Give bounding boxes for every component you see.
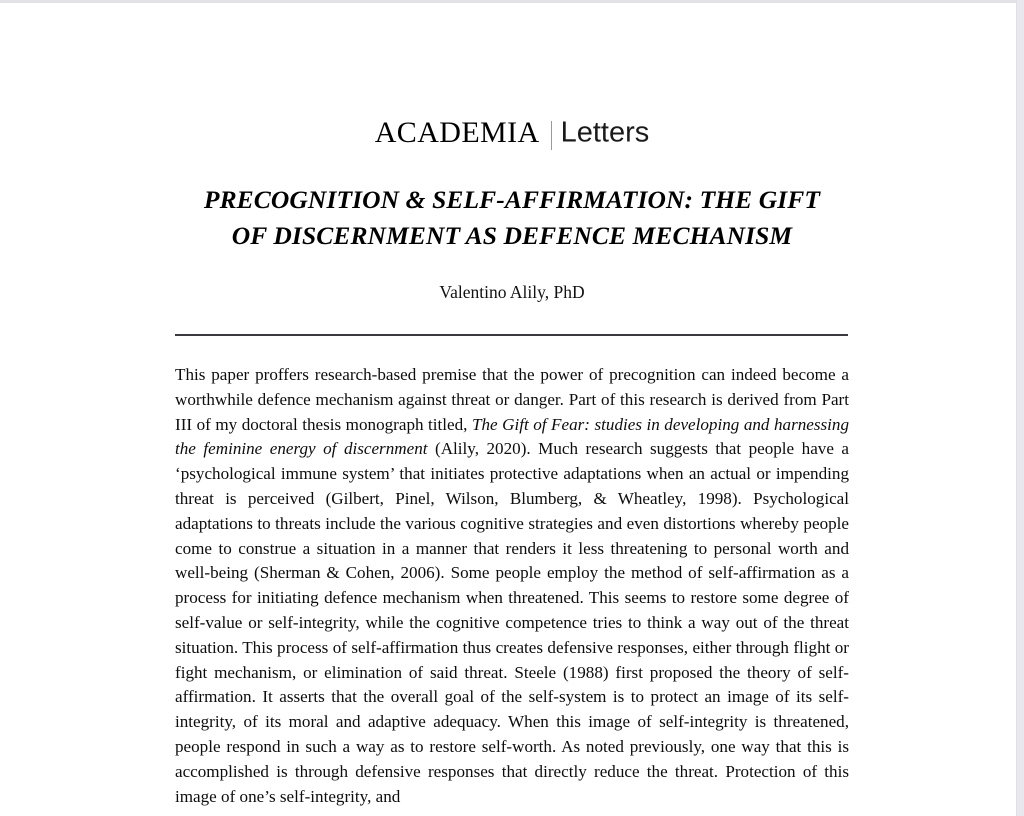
- paper-author: Valentino Alily, PhD: [439, 282, 585, 303]
- masthead-divider: [551, 121, 552, 150]
- viewport-top-edge: [0, 0, 1016, 3]
- body-segment-3: (Alily, 2020). Much research suggests that people have a ‘psychological immune system’ that initiates protective adaptations when an actual or impending threat is perceived (Gilbert, Pinel, Wilson, Blumberg, & Wheatley, 1998). Psychological adaptations to threats include the various cognitive strategies and even distortions whereby people come to construe a situation in a manner that renders it less threatening to personal worth and well-being (Sherman & Cohen, 2006). Some people employ the method of self-affirmation as a process for initiating defence mechanism when threatened. This seems to restore some degree of self-value or self-integrity, while the cognitive competence tries to think a way out of the threat situation. This process of self-affirmation thus creates defensive responses, either through flight or fight mechanism, or elimination of said threat. Steele (1988) first proposed the theory of self-affirmation. It asserts that the overall goal of the self-system is to protect an image of its self-integrity, of its moral and adaptive adequacy. When this image of self-integrity is threatened, people respond in such a way as to restore self-worth. As noted previously, one way that this is accomplished is through defensive responses that directly reduce the threat. Protection of this image of one’s self-integrity, and: [175, 439, 850, 806]
- header-divider-rule: [175, 334, 848, 336]
- page-content-column: [175, 0, 849, 809]
- paper-title-line-1: PRECOGNITION & SELF-AFFIRMATION: THE GIFT: [203, 185, 821, 214]
- journal-brand-academia: ACADEMIA: [374, 116, 540, 149]
- journal-brand-letters: Letters: [560, 116, 650, 149]
- body-segment-thesis-title: The Gift of Fear: studies in developing and harnessing the feminine energy of discernment: [175, 414, 850, 459]
- paper-body-paragraph: [175, 363, 849, 809]
- body-segment-1: This paper proffers research-based premise that the power of precognition can indeed become a worthwhile defence mechanism against threat or danger. Part of this research is derived from Part III of my doctoral thesis monograph titled,: [175, 365, 849, 434]
- paper-title: [175, 182, 849, 254]
- paper-title-line-2: OF DISCERNMENT AS DEFENCE MECHANISM: [231, 221, 793, 251]
- journal-masthead: [175, 0, 849, 148]
- vertical-scrollbar-gutter[interactable]: [1016, 0, 1024, 816]
- paper-body: [175, 363, 849, 809]
